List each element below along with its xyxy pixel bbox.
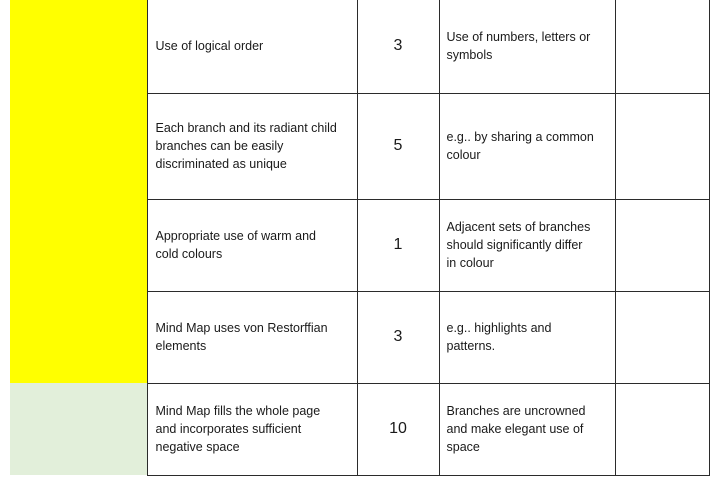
note-text: should significantly differ bbox=[446, 238, 583, 252]
note-text: space bbox=[446, 440, 480, 454]
criterion-cell bbox=[147, 383, 357, 475]
rubric-table bbox=[10, 0, 710, 476]
note-cell bbox=[439, 199, 615, 291]
criterion-cell bbox=[147, 0, 357, 93]
criterion-text: Appropriate use of warm and bbox=[155, 229, 317, 243]
note-text: in colour bbox=[446, 256, 494, 270]
note-cell bbox=[439, 0, 615, 93]
criterion-text: Use of logical order bbox=[155, 39, 264, 54]
score-cell: 10 bbox=[357, 383, 439, 475]
note-text: e.g.. highlights and bbox=[446, 321, 552, 335]
table-row bbox=[10, 383, 709, 475]
note-text: symbols bbox=[446, 48, 493, 63]
blank-cell bbox=[615, 291, 709, 383]
blank-cell bbox=[615, 93, 709, 199]
criterion-cell bbox=[147, 199, 357, 291]
category-cell-yellow bbox=[10, 0, 147, 383]
category-cell-green bbox=[10, 383, 147, 475]
criterion-cell bbox=[147, 291, 357, 383]
score-cell: 3 bbox=[357, 0, 439, 93]
criterion-text: Mind Map uses von Restorffian bbox=[155, 321, 328, 335]
score-cell: 3 bbox=[357, 291, 439, 383]
note-text: patterns. bbox=[446, 339, 496, 353]
criterion-text: branches can be easily bbox=[155, 139, 284, 153]
score-cell: 1 bbox=[357, 199, 439, 291]
criterion-text: and incorporates sufficient bbox=[155, 422, 302, 436]
table-row bbox=[10, 0, 709, 93]
criterion-text: negative space bbox=[155, 440, 240, 454]
criterion-text: discriminated as unique bbox=[155, 157, 287, 171]
blank-cell bbox=[615, 199, 709, 291]
note-text: e.g.. by sharing a common bbox=[446, 130, 594, 144]
score-cell: 5 bbox=[357, 93, 439, 199]
note-text: and make elegant use of bbox=[446, 422, 584, 436]
note-text: Branches are uncrowned bbox=[446, 404, 586, 418]
blank-cell bbox=[615, 0, 709, 93]
note-text: Use of numbers, letters or bbox=[446, 30, 591, 45]
note-cell bbox=[439, 291, 615, 383]
criterion-text: elements bbox=[155, 339, 207, 353]
criterion-text: Mind Map fills the whole page bbox=[155, 404, 321, 418]
note-cell bbox=[439, 383, 615, 475]
blank-cell bbox=[615, 383, 709, 475]
note-cell bbox=[439, 93, 615, 199]
note-text: colour bbox=[446, 148, 481, 162]
note-text: Adjacent sets of branches bbox=[446, 220, 591, 234]
criterion-text: cold colours bbox=[155, 247, 223, 261]
criterion-cell bbox=[147, 93, 357, 199]
criterion-text: Each branch and its radiant child bbox=[155, 121, 337, 135]
